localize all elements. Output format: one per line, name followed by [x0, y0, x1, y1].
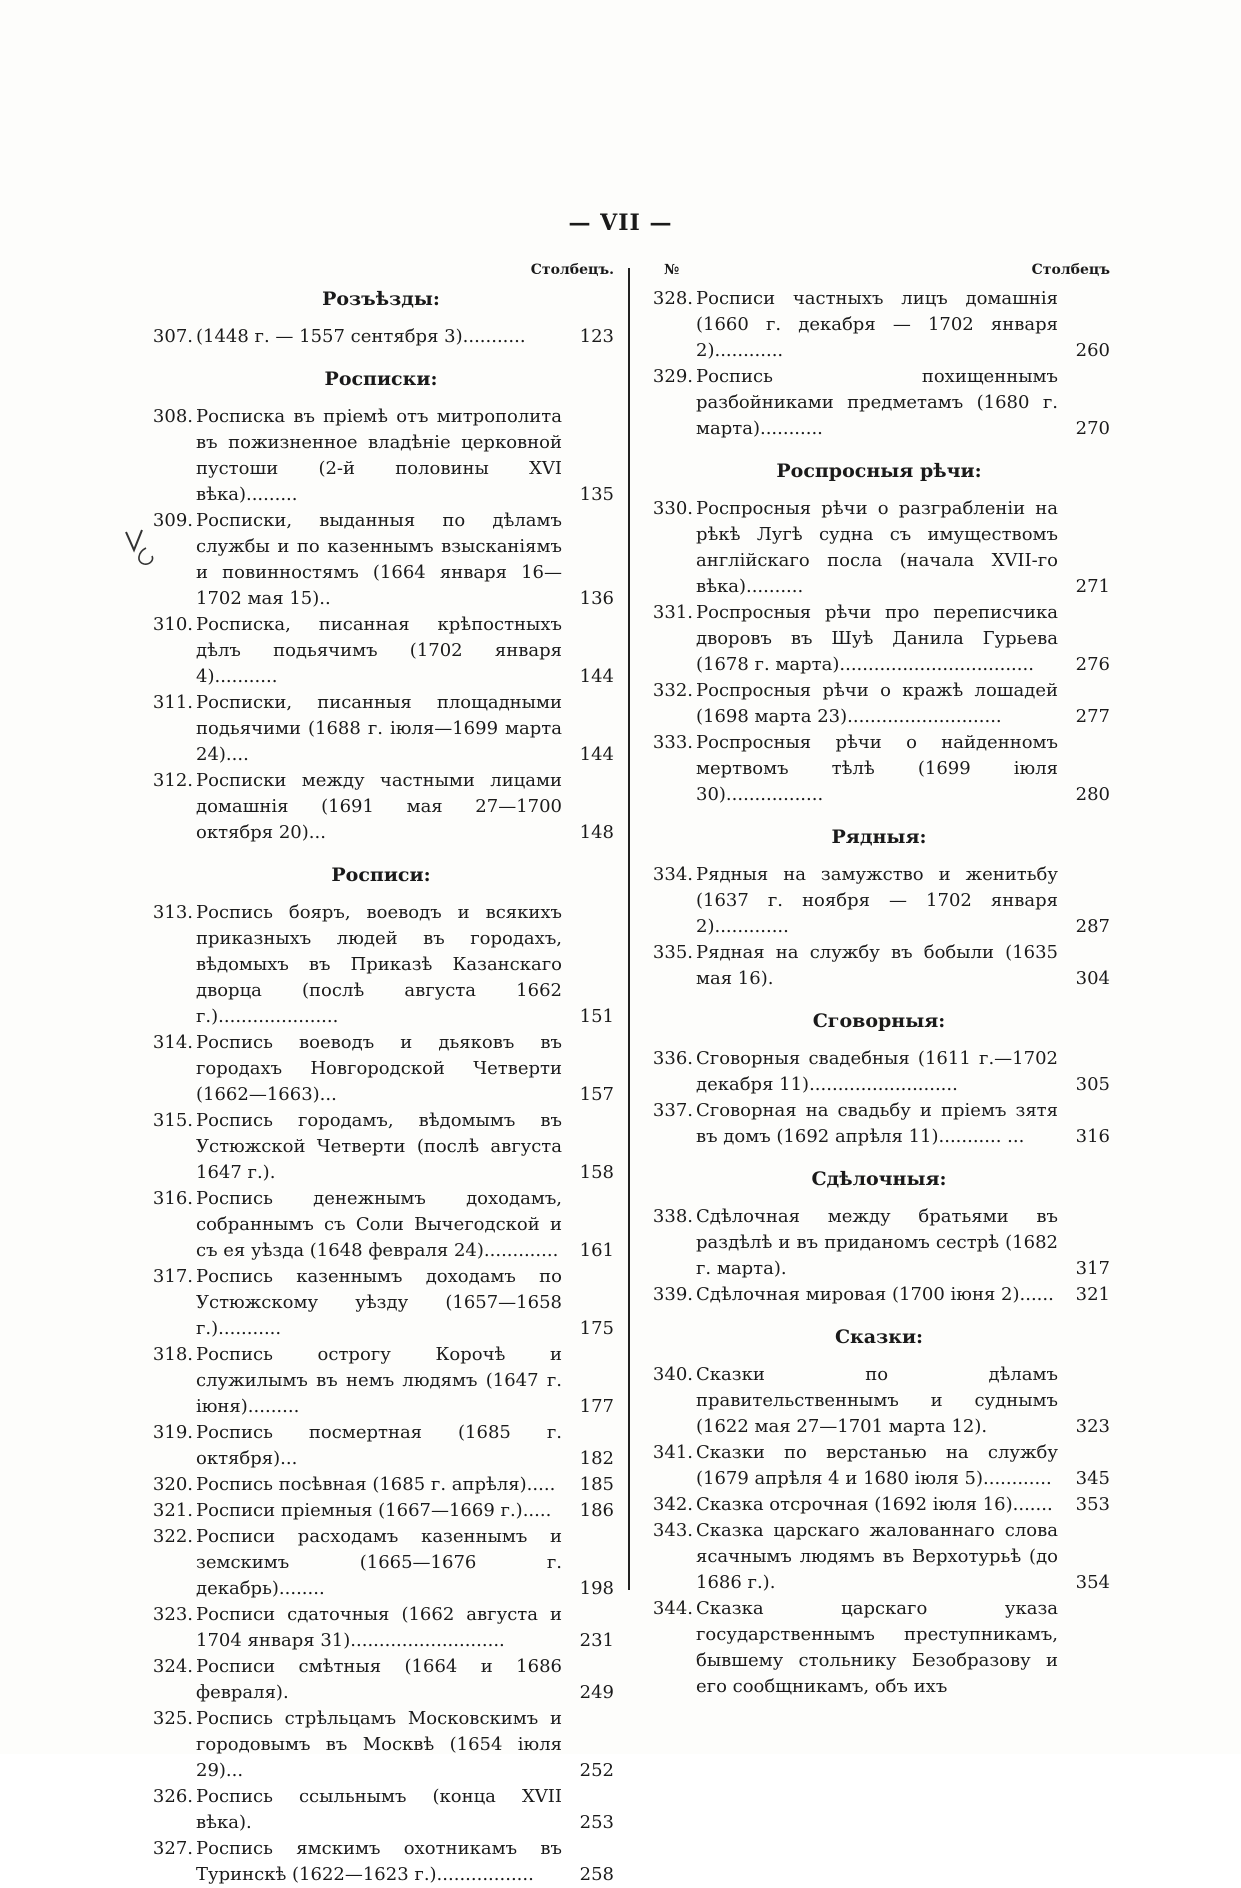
toc-entry	[648, 364, 1110, 442]
entry-title: Росписка въ пріемѣ отъ митрополита въ пожизненное владѣніе церковной пустоши (2-й половины XVI вѣка).........	[196, 406, 562, 505]
entry-number: 322.	[152, 1526, 193, 1547]
entry-title: Сговорная на свадьбу и пріемъ зятя въ домъ (1692 апрѣля 11)........... ...	[696, 1100, 1058, 1147]
entry-column-number: 287	[1075, 916, 1110, 937]
toc-entry	[148, 1654, 614, 1706]
left-column-header	[148, 262, 614, 282]
entry-column-number: 148	[579, 822, 614, 843]
entry-number: 314.	[152, 1032, 193, 1053]
toc-entry	[648, 940, 1110, 992]
entry-number: 330.	[652, 498, 693, 519]
entry-column-number: 252	[579, 1760, 614, 1781]
entry-title: Роспись казеннымъ доходамъ по Устюжскому уѣзду (1657—1658 г.)...........	[196, 1266, 562, 1339]
entry-number: 340.	[652, 1364, 693, 1385]
entry-column-number: 158	[579, 1162, 614, 1183]
entry-column-number: 151	[579, 1006, 614, 1027]
entry-title: Сказка отсрочная (1692 іюля 16).......	[696, 1494, 1053, 1515]
toc-entry	[648, 1362, 1110, 1440]
entry-title: Роспись посѣвная (1685 г. апрѣля).....	[196, 1474, 556, 1495]
entry-number: 316.	[152, 1188, 193, 1209]
entry-title: Роспись городамъ, вѣдомымъ въ Устюжской Четверти (послѣ августа 1647 г.).	[196, 1110, 562, 1183]
entry-number: 342.	[652, 1494, 693, 1515]
entry-number: 318.	[152, 1344, 193, 1365]
toc-entry	[648, 1204, 1110, 1282]
entry-title: Роспись бояръ, воеводъ и всякихъ приказныхъ людей въ городахъ, вѣдомыхъ въ Приказѣ Казанскаго дворца (послѣ августа 1662 г.).....................	[196, 902, 562, 1027]
entry-column-number: 271	[1075, 576, 1110, 597]
entry-title: Росписи сдаточныя (1662 августа и 1704 января 31)...........................	[196, 1604, 562, 1651]
entry-column-number: 260	[1075, 340, 1110, 361]
entry-number: 310.	[152, 614, 193, 635]
entry-number: 338.	[652, 1206, 693, 1227]
entry-column-number: 258	[579, 1864, 614, 1885]
entry-number: 333.	[652, 732, 693, 753]
toc-entry	[648, 1596, 1110, 1700]
entry-number: 328.	[652, 288, 693, 309]
toc-entry	[148, 900, 614, 1030]
entry-number: 323.	[152, 1604, 193, 1625]
toc-entry	[148, 1186, 614, 1264]
entry-column-number: 136	[579, 588, 614, 609]
entry-column-number: 185	[579, 1474, 614, 1495]
column-divider	[628, 268, 630, 1590]
entry-title: Сказка царскаго жалованнаго слова ясачнымъ людямъ въ Верхотурьѣ (до 1686 г.).	[696, 1520, 1058, 1593]
entry-title: Роспись стрѣльцамъ Московскимъ и городовымъ въ Москвѣ (1654 іюля 29)...	[196, 1708, 562, 1781]
page-numeral: — VII —	[568, 210, 673, 236]
entry-title: Роспросныя рѣчи о найденномъ мертвомъ тѣлѣ (1699 іюля 30).................	[696, 732, 1058, 805]
entry-title: Росписи пріемныя (1667—1669 г.).....	[196, 1500, 552, 1521]
entry-title: Росписки между частными лицами домашнія (1691 мая 27—1700 октября 20)...	[196, 770, 562, 843]
toc-entry	[648, 600, 1110, 678]
entry-column-number: 231	[579, 1630, 614, 1651]
toc-entry	[648, 1440, 1110, 1492]
entry-title: (1448 г. — 1557 сентября 3)...........	[196, 326, 526, 347]
toc-entry	[648, 1518, 1110, 1596]
entry-title: Сдѣлочная между братьями въ раздѣлѣ и въ приданомъ сестрѣ (1682 г. марта).	[696, 1206, 1058, 1279]
entry-title: Сдѣлочная мировая (1700 іюня 2)......	[696, 1284, 1054, 1305]
toc-entry	[148, 1108, 614, 1186]
toc-entry	[148, 768, 614, 846]
entry-column-number: 321	[1075, 1284, 1110, 1305]
toc-entry	[148, 1524, 614, 1602]
entry-column-number: 280	[1075, 784, 1110, 805]
toc-entry	[148, 508, 614, 612]
toc-entry	[148, 690, 614, 768]
entry-number: 344.	[652, 1598, 693, 1619]
entry-number: 335.	[652, 942, 693, 963]
entry-title: Росписка, писанная крѣпостныхъ дѣлъ подьячимъ (1702 января 4)...........	[196, 614, 562, 687]
entry-column-number: 345	[1075, 1468, 1110, 1489]
toc-entry	[648, 1046, 1110, 1098]
entry-column-number: 253	[579, 1812, 614, 1833]
entry-title: Росписки, писанныя площадными подьячими (1688 г. іюля—1699 марта 24)....	[196, 692, 562, 765]
toc-entry	[148, 1602, 614, 1654]
entry-column-number: 316	[1075, 1126, 1110, 1147]
entry-number: 319.	[152, 1422, 193, 1443]
entry-number: 315.	[152, 1110, 193, 1131]
toc-entry	[648, 496, 1110, 600]
column-label: Столбецъ.	[530, 262, 614, 278]
entry-title: Росписи частныхъ лицъ домашнія (1660 г. декабря — 1702 января 2)............	[696, 288, 1058, 361]
right-sections	[648, 282, 1110, 1700]
entry-column-number: 305	[1075, 1074, 1110, 1095]
toc-entry	[148, 1706, 614, 1784]
entry-title: Рядныя на замужство и женитьбу (1637 г. ноября — 1702 января 2).............	[696, 864, 1058, 937]
entry-column-number: 175	[579, 1318, 614, 1339]
entry-column-number: 198	[579, 1578, 614, 1599]
entry-column-number: 353	[1075, 1494, 1110, 1515]
toc-entry	[148, 1030, 614, 1108]
entry-number: 334.	[652, 864, 693, 885]
section-title: Роспросныя рѣчи:	[776, 460, 982, 482]
entry-title: Роспись ссыльнымъ (конца XVII вѣка).	[196, 1786, 562, 1833]
entry-title: Росписи расходамъ казеннымъ и земскимъ (1665—1676 г. декабрь)........	[196, 1526, 562, 1599]
section-title: Сдѣлочныя:	[811, 1168, 947, 1190]
toc-entry	[148, 1420, 614, 1472]
toc-entry	[148, 1784, 614, 1836]
section-title: Розъѣзды:	[322, 288, 440, 310]
entry-title: Роспись ямскимъ охотникамъ въ Туринскѣ (1622—1623 г.).................	[196, 1838, 562, 1885]
entry-number: 332.	[652, 680, 693, 701]
entry-column-number: 304	[1075, 968, 1110, 989]
entry-number: 331.	[652, 602, 693, 623]
toc-entry	[148, 1264, 614, 1342]
entry-column-number: 186	[579, 1500, 614, 1521]
entry-title: Роспись похищеннымъ разбойниками предметамъ (1680 г. марта)...........	[696, 366, 1058, 439]
entry-number: 343.	[652, 1520, 693, 1541]
entry-title: Сказки по верстанью на службу (1679 апрѣля 4 и 1680 іюля 5)............	[696, 1442, 1058, 1489]
entry-column-number: 277	[1075, 706, 1110, 727]
entry-number: 337.	[652, 1100, 693, 1121]
toc-entry	[648, 286, 1110, 364]
toc-entry	[648, 730, 1110, 808]
entry-title: Росписи смѣтныя (1664 и 1686 февраля).	[196, 1656, 562, 1703]
toc-entry	[148, 1498, 614, 1524]
toc-entry	[148, 324, 614, 350]
left-column	[148, 262, 614, 1888]
toc-entry	[148, 1342, 614, 1420]
section-title: Рядныя:	[831, 826, 927, 848]
entry-column-number: 123	[579, 326, 614, 347]
entry-title: Роспись посмертная (1685 г. октября)...	[196, 1422, 562, 1469]
section-title: Сговорныя:	[812, 1010, 946, 1032]
toc-entry	[648, 1492, 1110, 1518]
entry-column-number: 182	[579, 1448, 614, 1469]
column-label: Столбецъ	[1031, 262, 1110, 278]
toc-entry	[148, 1836, 614, 1888]
entry-number: 326.	[152, 1786, 193, 1807]
toc-entry	[648, 862, 1110, 940]
section-title: Росписки:	[324, 368, 438, 390]
entry-column-number: 144	[579, 744, 614, 765]
entry-column-number: 270	[1075, 418, 1110, 439]
entry-column-number: 249	[579, 1682, 614, 1703]
entry-title: Росписки, выданныя по дѣламъ службы и по казеннымъ взысканіямъ и повинностямъ (1664 января 16—1702 мая 15)..	[196, 510, 562, 609]
toc-entry	[148, 612, 614, 690]
entry-title: Рядная на службу въ бобыли (1635 мая 16).	[696, 942, 1058, 989]
entry-number: 308.	[152, 406, 193, 427]
entry-number: 320.	[152, 1474, 193, 1495]
entry-title: Роспросныя рѣчи о кражѣ лошадей (1698 марта 23)...........................	[696, 680, 1058, 727]
entry-title: Сговорныя свадебныя (1611 г.—1702 декабря 11)..........................	[696, 1048, 1058, 1095]
number-label: №	[664, 262, 680, 278]
entry-title: Роспись воеводъ и дьяковъ въ городахъ Новгородской Четверти (1662—1663)...	[196, 1032, 562, 1105]
entry-column-number: 177	[579, 1396, 614, 1417]
entry-column-number: 354	[1075, 1572, 1110, 1593]
entry-column-number: 157	[579, 1084, 614, 1105]
entry-column-number: 161	[579, 1240, 614, 1261]
entry-title: Сказка царскаго указа государственнымъ преступникамъ, бывшему стольнику Безобразову и его сообщникамъ, объ ихъ	[696, 1598, 1058, 1697]
entry-number: 317.	[152, 1266, 193, 1287]
entry-column-number: 276	[1075, 654, 1110, 675]
entry-column-number: 135	[579, 484, 614, 505]
right-column	[648, 262, 1110, 1700]
entry-title: Роспись острогу Корочѣ и служилымъ въ немъ людямъ (1647 г. іюня).........	[196, 1344, 562, 1417]
toc-entry	[648, 1098, 1110, 1150]
entry-number: 309.	[152, 510, 193, 531]
section-title: Росписи:	[331, 864, 431, 886]
entry-number: 341.	[652, 1442, 693, 1463]
entry-title: Сказки по дѣламъ правительственнымъ и суднымъ (1622 мая 27—1701 марта 12).	[696, 1364, 1058, 1437]
entry-number: 313.	[152, 902, 193, 923]
toc-entry	[648, 678, 1110, 730]
entry-column-number: 323	[1075, 1416, 1110, 1437]
toc-entry	[648, 1282, 1110, 1308]
entry-column-number: 144	[579, 666, 614, 687]
entry-number: 339.	[652, 1284, 693, 1305]
entry-title: Роспросныя рѣчи про переписчика дворовъ въ Шуѣ Данила Гурьева (1678 г. марта)..................................	[696, 602, 1058, 675]
right-column-header	[648, 262, 1110, 282]
entry-number: 336.	[652, 1048, 693, 1069]
entry-number: 327.	[152, 1838, 193, 1859]
left-sections	[148, 288, 614, 1888]
entry-title: Роспросныя рѣчи о разграбленіи на рѣкѣ Лугѣ судна съ имуществомъ англійскаго посла (начала XVII-го вѣка)..........	[696, 498, 1058, 597]
entry-number: 321.	[152, 1500, 193, 1521]
entry-number: 312.	[152, 770, 193, 791]
entry-title: Роспись денежнымъ доходамъ, собраннымъ съ Соли Вычегодской и съ ея уѣзда (1648 февраля 24).............	[196, 1188, 562, 1261]
entry-number: 307.	[152, 326, 193, 347]
section-title: Сказки:	[834, 1326, 924, 1348]
entry-column-number: 317	[1075, 1258, 1110, 1279]
entry-number: 329.	[652, 366, 693, 387]
toc-entry	[148, 1472, 614, 1498]
toc-entry	[148, 404, 614, 508]
entry-number: 325.	[152, 1708, 193, 1729]
entry-number: 324.	[152, 1656, 193, 1677]
entry-number: 311.	[152, 692, 193, 713]
